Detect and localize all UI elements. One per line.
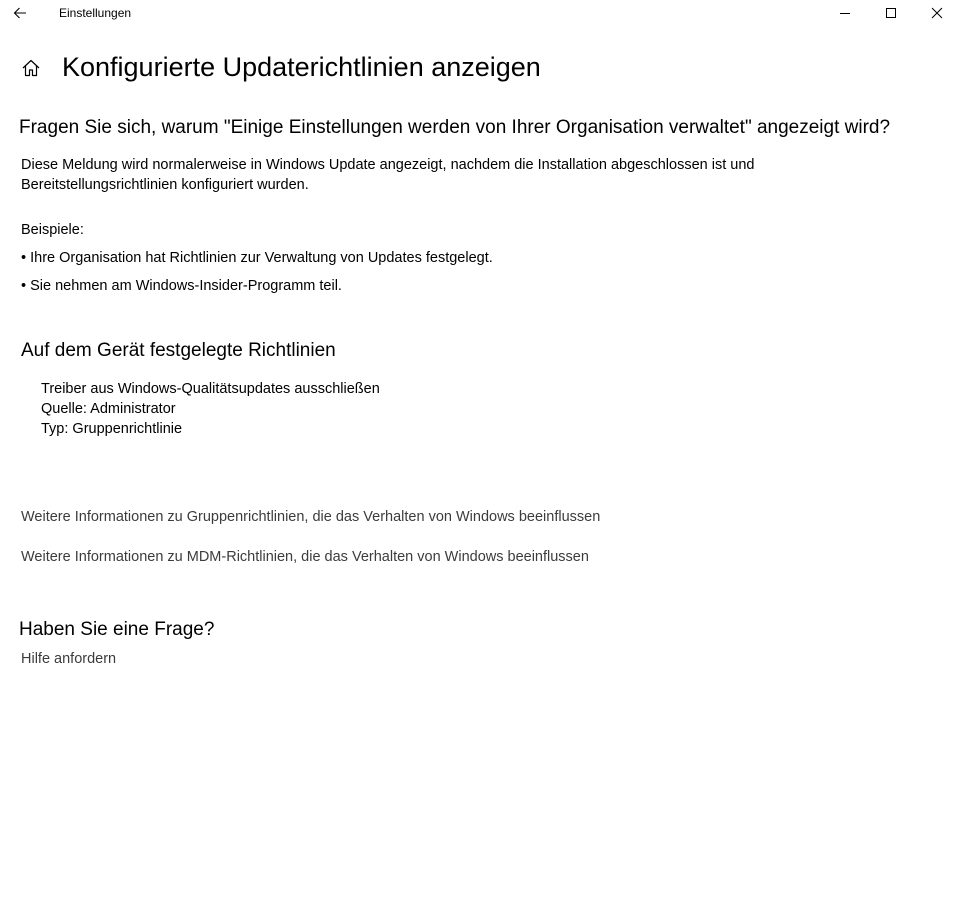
- close-icon: [931, 7, 943, 19]
- policy-type: Typ: Gruppenrichtlinie: [41, 421, 183, 437]
- window-title: Einstellungen: [59, 6, 132, 20]
- intro-text: Diese Meldung wird normalerweise in Windows Update angezeigt, nachdem die Installation abgeschlossen ist und Bereitstellungsrichtlinien konfiguriert wurden.: [21, 157, 755, 193]
- page-header: [20, 52, 541, 83]
- arrow-left-icon: [13, 6, 27, 20]
- example-item-1: • Ihre Organisation hat Richtlinien zur Verwaltung von Updates festgelegt.: [21, 250, 493, 266]
- close-button[interactable]: [914, 0, 956, 26]
- minimize-icon: [839, 7, 851, 19]
- title-bar: [0, 0, 956, 26]
- policy-source: Quelle: Administrator: [41, 401, 176, 417]
- question-heading: Fragen Sie sich, warum "Einige Einstellungen werden von Ihrer Organisation verwaltet" angezeigt wird?: [19, 117, 891, 138]
- mdm-policy-link[interactable]: Weitere Informationen zu MDM-Richtlinien, die das Verhalten von Windows beeinflussen: [21, 549, 589, 565]
- main-content: [21, 115, 941, 669]
- policies-heading: Auf dem Gerät festgelegte Richtlinien: [21, 340, 336, 361]
- example-item-2: • Sie nehmen am Windows-Insider-Programm teil.: [21, 278, 342, 294]
- home-button[interactable]: [20, 57, 42, 79]
- policy-item: [41, 379, 941, 439]
- maximize-icon: [885, 7, 897, 19]
- home-icon: [21, 58, 41, 78]
- maximize-button[interactable]: [868, 0, 914, 26]
- examples-label: Beispiele:: [21, 222, 84, 238]
- minimize-button[interactable]: [822, 0, 868, 26]
- group-policy-link[interactable]: Weitere Informationen zu Gruppenrichtlinien, die das Verhalten von Windows beeinflussen: [21, 509, 601, 525]
- help-heading: Haben Sie eine Frage?: [19, 619, 215, 640]
- back-button[interactable]: [9, 2, 31, 24]
- get-help-link[interactable]: Hilfe anfordern: [21, 651, 117, 667]
- policy-name: Treiber aus Windows-Qualitätsupdates ausschließen: [41, 381, 380, 397]
- page-title: Konfigurierte Updaterichtlinien anzeigen: [62, 52, 541, 82]
